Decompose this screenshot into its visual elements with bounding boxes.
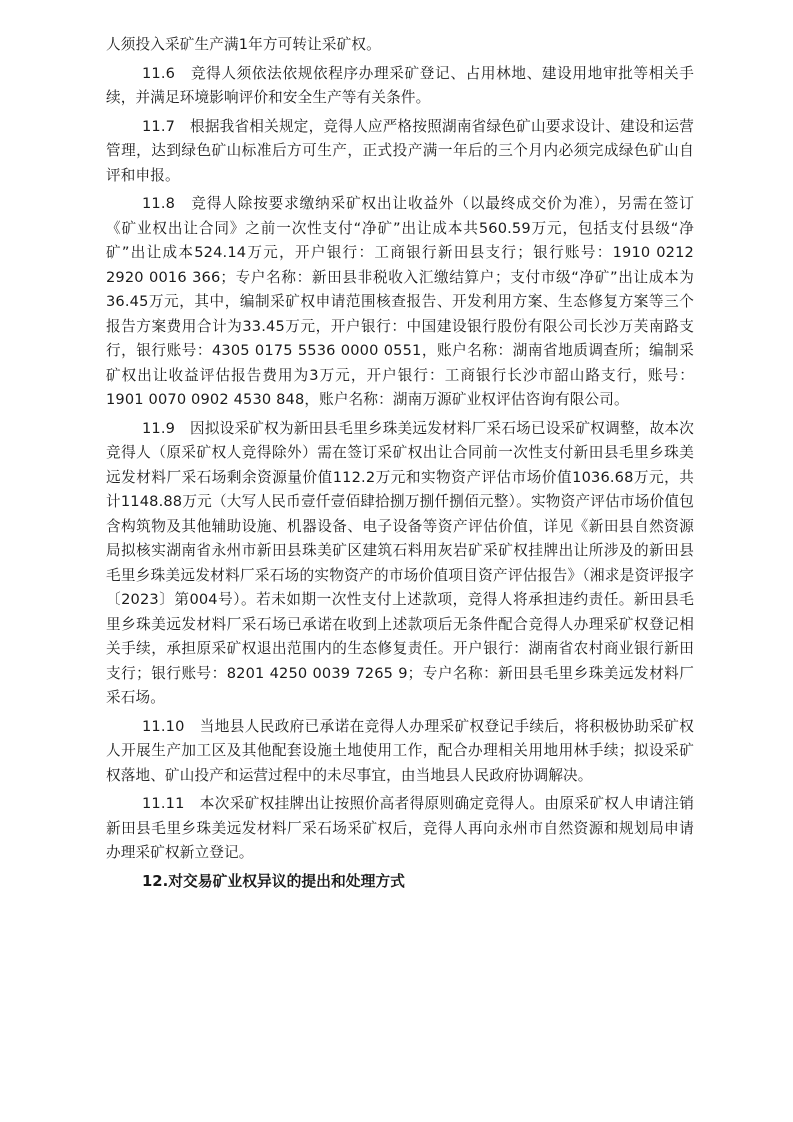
- section-heading-12: 12.对交易矿业权异议的提出和处理方式: [142, 872, 405, 890]
- paragraph-11-10: 11.10 当地县人民政府已承诺在竞得人办理采矿权登记手续后，将积极协助采矿权人开展生产加工区及其他配套设施土地使用工作，配合办理相关用地用林手续；拟设采矿权落地、矿山投产和运营过程中的未尽事宜，由当地县人民政府协调解决。: [106, 717, 694, 784]
- paragraph-11-7: 11.7 根据我省相关规定，竞得人应严格按照湖南省绿色矿山要求设计、建设和运营管理，达到绿色矿山标准后方可生产，正式投产满一年后的三个月内必须完成绿色矿山自评和申报。: [106, 117, 694, 184]
- paragraph-11-8: 11.8 竞得人除按要求缴纳采矿权出让收益外（以最终成交价为准），另需在签订《矿业权出让合同》之前一次性支付“净矿”出让成本共560.59万元，包括支付县级“净矿”出让成本524.14万元，开户银行：工商银行新田县支行；银行账号：1910 0212 2920 0016 366；专户名称：新田县非税收入汇缴结算户；支付市级“净矿”出让成本为36.45万元，其中，编制采矿权申请范围核查报告、开发利用方案、生态修复方案等三个报告方案费用合计为33.45万元，开户银行：中国建设银行股份有限公司长沙万芙南路支行，银行账号：4305 0175 5536 0000 0551，账户名称：湖南省地质调查所；编制采矿权出让收益评估报告费用为3万元，开户银行：工商银行长沙市韶山路支行，账号：1901 0070 0902 4530 848，账户名称：湖南万源矿业权评估咨询有限公司。: [106, 195, 694, 408]
- document-page: [106, 33, 694, 894]
- paragraph-11-6: 11.6 竞得人须依法依规依程序办理采矿登记、占用林地、建设用地审批等相关手续，并满足环境影响评价和安全生产等有关条件。: [106, 64, 694, 106]
- paragraph-continuation: 人须投入采矿生产满1年方可转让采矿权。: [106, 36, 381, 53]
- paragraph-11-11: 11.11 本次采矿权挂牌出让按照价高者得原则确定竞得人。由原采矿权人申请注销新田县毛里乡珠美远发材料厂采石场采矿权后，竞得人再向永州市自然资源和规划局申请办理采矿权新立登记。: [106, 795, 694, 861]
- paragraph-11-9: 11.9 因拟设采矿权为新田县毛里乡珠美远发材料厂采石场已设采矿权调整，故本次竞得人（原采矿权人竞得除外）需在签订采矿权出让合同前一次性支付新田县毛里乡珠美远发材料厂采石场剩余资源量价值112.2万元和实物资产评估市场价值1036.68万元，共计1148.88万元（大写人民币壹仟壹佰肆拾捌万捌仟捌佰元整）。实物资产评估市场价值包含构筑物及其他辅助设施、机器设备、电子设备等资产评估价值，详见《新田县自然资源局拟核实湖南省永州市新田县珠美矿区建筑石料用灰岩矿采矿权挂牌出让所涉及的新田县毛里乡珠美远发材料厂采石场的实物资产的市场价值项目资产评估报告》（湘求是资评报字〔2023〕第004号）。若未如期一次性支付上述款项，竞得人将承担违约责任。新田县毛里乡珠美远发材料厂采石场已承诺在收到上述款项后无条件配合竞得人办理采矿权登记相关手续，承担原采矿权退出范围内的生态修复责任。开户银行：湖南省农村商业银行新田支行；银行账号：8201 4250 0039 7265 9；专户名称：新田县毛里乡珠美远发材料厂采石场。: [106, 419, 694, 706]
